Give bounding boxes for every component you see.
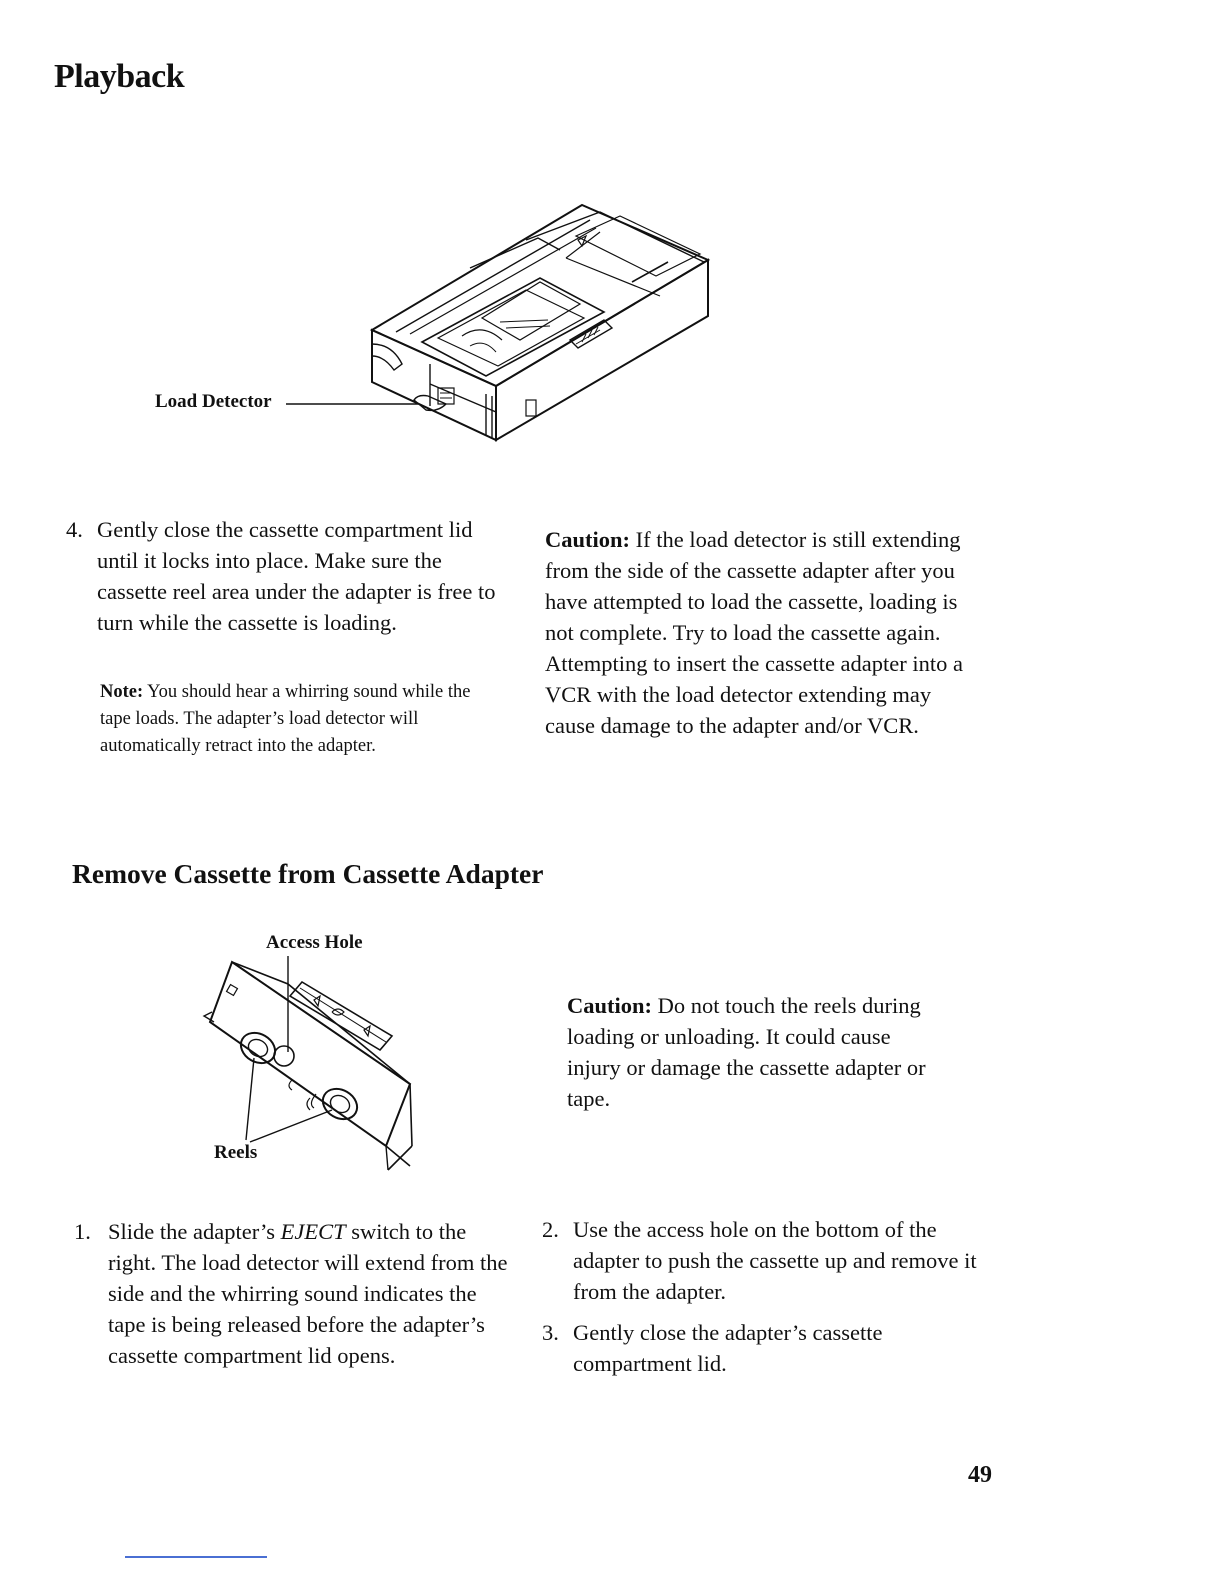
caution-2-text: Do not touch the reels during loading or unloading. It could cause injury or damage the cassette adapter or tape. xyxy=(567,993,926,1111)
caution-label: Caution: xyxy=(545,527,631,552)
step-3-text: Gently close the adapter’s cassette compartment lid. xyxy=(573,1320,883,1376)
bottom-rule xyxy=(125,1556,267,1558)
caution-2-label: Caution: xyxy=(567,993,653,1018)
reels-label: Reels xyxy=(214,1142,258,1163)
page-number: 49 xyxy=(968,1462,992,1488)
load-detector-label: Load Detector xyxy=(155,391,272,412)
section-heading: Remove Cassette from Cassette Adapter xyxy=(72,858,544,889)
step-3-number: 3. xyxy=(542,1320,559,1345)
step-1-text xyxy=(108,1216,508,1371)
step-2-number: 2. xyxy=(542,1217,559,1242)
caution-reels xyxy=(567,990,927,1114)
step-1-number: 1. xyxy=(74,1219,91,1244)
eject-emphasis: EJECT xyxy=(280,1219,346,1244)
step-4-text: Gently close the cassette compartment lid until it locks into place. Make sure the cassette reel area under the adapter is free to turn while the cassette is loading. xyxy=(97,517,496,635)
reels-leader-right xyxy=(250,1110,332,1142)
note-text: You should hear a whirring sound while the tape loads. The adapter’s load detector will automatically retract into the adapter. xyxy=(100,682,471,756)
note-label: Note: xyxy=(100,682,144,702)
access-hole-label: Access Hole xyxy=(266,932,363,953)
step-1-text-before: Slide the adapter’s xyxy=(108,1219,281,1244)
step-4-number: 4. xyxy=(66,517,83,542)
reels-leader-left xyxy=(246,1058,254,1140)
page-title: Playback xyxy=(54,58,185,95)
step-1-text-after: switch to the right. The load detector will extend from the side and the whirring sound indicates the tape is being released before the adapter’s cassette compartment lid opens. xyxy=(108,1219,508,1368)
caution-text: If the load detector is still extending from the side of the cassette adapter after you have attempted to load the cassette, loading is not complete. Try to load the cassette again. Attempting to insert the cassette adapter into a VCR with the load detector extending may cause damage to the adapter and/or VCR. xyxy=(545,527,963,738)
step-2-text: Use the access hole on the bottom of the adapter to push the cassette up and remove it from the adapter. xyxy=(573,1217,977,1304)
